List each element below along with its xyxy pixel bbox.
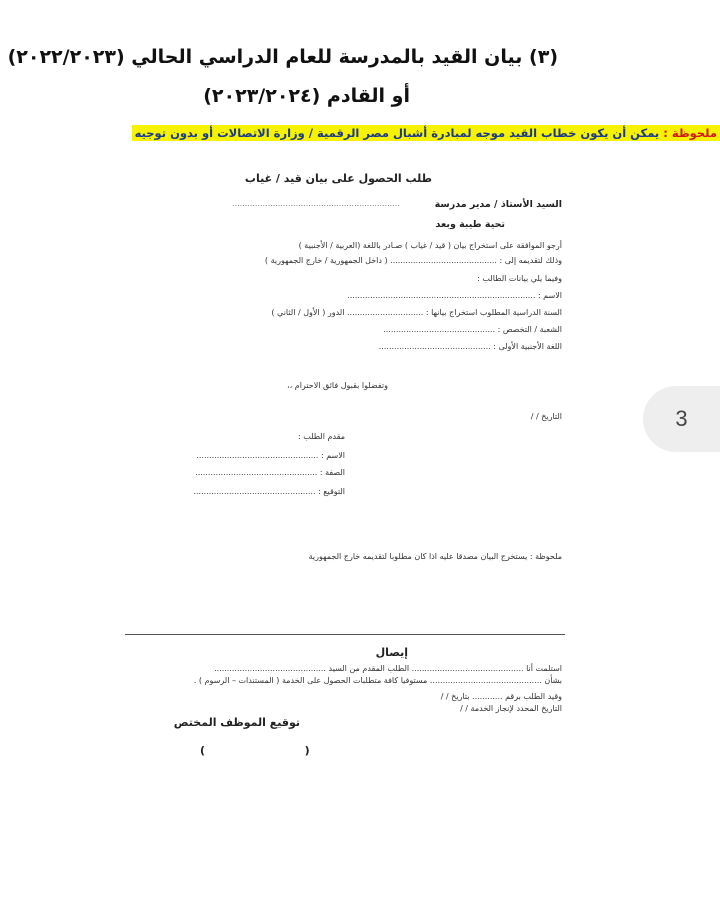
form-greeting: تحية طيبة وبعد <box>435 219 505 230</box>
form-name-field: الاسم : .......................................................................... <box>347 291 562 300</box>
form-addressee: السيد الأستاذ / مدير مدرسة <box>434 199 562 210</box>
form-branch-field: الشعبة / التخصص : ............................................ <box>383 325 562 334</box>
receipt-line4: التاريخ المحدد لإنجاز الخدمة / / <box>460 704 562 713</box>
document-title-line1: (٣) بيان القيد بالمدرسة للعام الدراسي الحالي (٢٠٢٢/٢٠٢٣) <box>7 46 558 68</box>
form-language-field: اللغة الأجنبية الأولى : ............................................ <box>378 342 562 351</box>
page-indicator-tab[interactable] <box>643 386 720 452</box>
note-text: يمكن أن يكون خطاب القيد موجه لمبادرة أشبال مصر الرقمية / وزارة الاتصالات أو بدون توجيه <box>134 126 664 140</box>
form-bottom-note: ملحوظة : يستخرج البيان مصدقا عليه اذا كان مطلوبا لتقديمه خارج الجمهورية <box>308 552 562 561</box>
section-divider <box>125 634 565 635</box>
form-request-line: أرجو الموافقة على استخراج بيان ( قيد / غياب ) صـادر باللغة (العربية / الأجنبية ) <box>298 241 562 250</box>
receipt-line2: بشأن ............................................ مستوفيا كافة متطلبات الحصول على الخدمة ( المستندات – الرسوم ) . <box>193 676 562 685</box>
document-title-line2: أو القادم (٢٠٢٣/٢٠٢٤) <box>203 85 410 107</box>
form-closing: وتفضلوا بقبول فائق الاحترام ،، <box>287 381 388 390</box>
employee-signature-title: توقيع الموظف المختص <box>173 716 300 729</box>
form-applicant-capacity: الصفة : ................................................ <box>195 468 345 477</box>
form-student-data: وفيما يلي بيانات الطالب : <box>477 274 562 283</box>
form-title: طلب الحصول على بيان قيد / غياب <box>244 172 432 185</box>
note-label: ملحوظة : <box>663 126 717 140</box>
receipt-line3: وقيد الطلب برقم ............ بتاريخ / / <box>440 692 562 701</box>
form-submit-to: وذلك لتقديمه إلى : .......................................... ( داخل الجمهورية / خارج الجمهورية ) <box>264 256 562 265</box>
form-date: التاريخ / / <box>530 412 562 421</box>
page-number: 3 <box>675 406 688 431</box>
form-year-field: السنة الدراسية المطلوب استخراج بيانها : .............................. الدور ( الأول / الثاني ) <box>271 308 562 317</box>
form-addressee-line: .................................................................. <box>232 199 400 208</box>
highlight-note <box>132 125 720 141</box>
form-applicant-name: الاسم : ................................................ <box>196 451 345 460</box>
receipt-line1: استلمت أنا ............................................ الطلب المقدم من السيد ............................................ <box>214 664 562 673</box>
form-applicant-signature: التوقيع : ................................................ <box>193 487 345 496</box>
form-applicant-label: مقدم الطلب : <box>298 432 345 441</box>
receipt-title: إيصال <box>375 646 408 659</box>
employee-signature-field: ( ) <box>200 744 310 757</box>
